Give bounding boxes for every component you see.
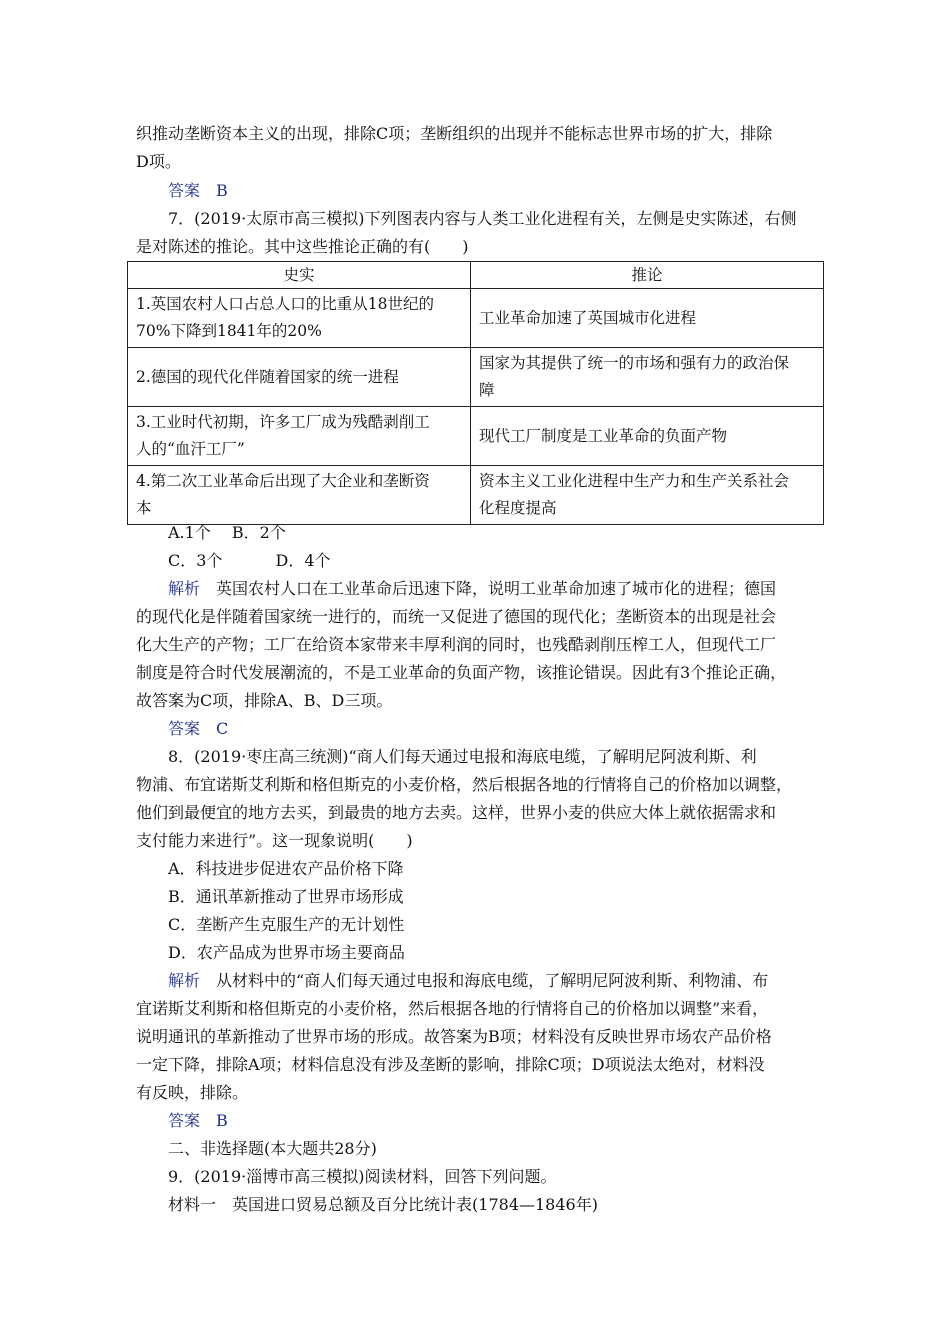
inference-cell	[471, 289, 824, 348]
inference-text: 资本主义工业化进程中生产力和生产关系社会	[479, 472, 790, 490]
q7-analysis-line-1	[168, 578, 856, 600]
q8-analysis-line-2: 宜诺斯艾利斯和格但斯克的小麦价格，然后根据各地的行情将自己的价格加以调整”来看，	[136, 999, 769, 1018]
inference-text: 国家为其提供了统一的市场和强有力的政治保	[479, 354, 790, 372]
answer-label: 答案	[168, 1111, 201, 1130]
answer-value: B	[216, 181, 228, 200]
answer-label: 答案	[168, 181, 201, 200]
q8-stem-line-3: 他们到最便宜的地方去买，到最贵的地方去卖。这样，世界小麦的供应大体上就依据需求和	[136, 803, 777, 822]
q8-answer	[168, 1110, 856, 1132]
q7-analysis-line-5: 故答案为C项，排除A、B、D三项。	[136, 691, 393, 710]
answer-value: B	[216, 1111, 228, 1130]
intro-line-1: 织推动垄断资本主义的出现，排除C项；垄断组织的出现并不能标志世界市场的扩大，排除	[136, 124, 773, 143]
q8-stem-line-4: 支付能力来进行”。这一现象说明( )	[136, 831, 413, 850]
fact-cell	[128, 289, 471, 348]
table-header-row	[128, 262, 824, 289]
inference-text: 现代工厂制度是工业革命的负面产物	[479, 426, 728, 445]
q7-options-line-2: C．3个 D．4个	[168, 551, 331, 570]
analysis-text: 英国农村人口在工业革命后迅速下降，说明工业革命加速了城市化的进程；德国	[216, 579, 777, 598]
analysis-text: 从材料中的“商人们每天通过电报和海底电缆，了解明尼阿波利斯、利物浦、布	[216, 971, 769, 990]
q7-answer	[168, 718, 856, 740]
fact-text: 人的“血汗工厂”	[136, 440, 245, 458]
table-row	[128, 289, 824, 348]
inference-cell	[471, 348, 824, 407]
q9-stem: 9．(2019·淄博市高三模拟)阅读材料，回答下列问题。	[168, 1167, 557, 1186]
q8-analysis-line-5: 有反映，排除。	[136, 1083, 249, 1102]
q8-stem-line-2: 物浦、布宜诺斯艾利斯和格但斯克的小麦价格，然后根据各地的行情将自己的价格加以调整，	[136, 775, 793, 794]
material-title: 英国进口贸易总额及百分比统计表(1784—1846年)	[232, 1195, 598, 1214]
q8-option-b: B．通讯革新推动了世界市场形成	[168, 887, 404, 906]
inference-text: 化程度提高	[479, 499, 557, 517]
q8-stem-line-1: 8．(2019·枣庄高三统测)“商人们每天通过电报和海底电缆，了解明尼阿波利斯、利	[168, 747, 757, 766]
q7-analysis-line-4: 制度是符合时代发展潮流的，不是工业革命的负面产物，该推论错误。因此有3个推论正确，	[136, 663, 787, 682]
fact-text: 4.第二次工业革命后出现了大企业和垄断资	[136, 472, 430, 490]
q9-material-title	[168, 1194, 856, 1216]
fact-text: 本	[136, 499, 152, 517]
facts-inference-table	[127, 261, 824, 525]
inference-cell	[471, 466, 824, 525]
answer-value: C	[216, 719, 229, 738]
fact-cell	[128, 348, 471, 407]
q7-options-line-1: A.1个 B．2个	[168, 523, 286, 542]
q7-stem-line-1: 7．(2019·太原市高三模拟)下列图表内容与人类工业化进程有关，左侧是史实陈述，右侧	[168, 209, 797, 228]
table-row	[128, 348, 824, 407]
q8-option-c: C．垄断产生克服生产的无计划性	[168, 915, 405, 934]
intro-line-2: D项。	[136, 152, 181, 171]
table-header-inference: 推论	[471, 262, 824, 289]
q7-analysis-line-3: 化大生产的产物；工厂在给资本家带来丰厚利润的同时，也残酷剥削压榨工人，但现代工厂	[136, 635, 777, 654]
analysis-label: 解析	[168, 971, 201, 990]
analysis-label: 解析	[168, 579, 201, 598]
fact-cell	[128, 407, 471, 466]
fact-cell	[128, 466, 471, 525]
fact-text: 3.工业时代初期，许多工厂成为残酷剥削工	[136, 413, 430, 431]
q8-analysis-line-1	[168, 970, 856, 992]
q8-option-d: D．农产品成为世界市场主要商品	[168, 943, 405, 962]
material-label: 材料一	[168, 1195, 217, 1214]
q8-analysis-line-4: 一定下降，排除A项；材料信息没有涉及垄断的影响，排除C项；D项说法太绝对，材料没	[136, 1055, 765, 1074]
q6-answer	[168, 180, 856, 202]
inference-text: 障	[479, 381, 495, 399]
fact-text: 2.德国的现代化伴随着国家的统一进程	[136, 367, 399, 386]
table-row	[128, 407, 824, 466]
table-header-facts: 史实	[128, 262, 471, 289]
inference-cell	[471, 407, 824, 466]
inference-text: 工业革命加速了英国城市化进程	[479, 308, 697, 327]
table-row	[128, 466, 824, 525]
section-heading: 二、非选择题(本大题共28分)	[168, 1139, 377, 1158]
answer-label: 答案	[168, 719, 201, 738]
fact-text: 1.英国农村人口占总人口的比重从18世纪的	[136, 295, 435, 313]
q8-analysis-line-3: 说明通讯的革新推动了世界市场的形成。故答案为B项；材料没有反映世界市场农产品价格	[136, 1027, 772, 1046]
fact-text: 70%下降到1841年的20%	[136, 322, 322, 340]
q8-option-a: A．科技进步促进农产品价格下降	[168, 859, 404, 878]
q7-stem-line-2: 是对陈述的推论。其中这些推论正确的有( )	[136, 237, 469, 256]
q7-analysis-line-2: 的现代化是伴随着国家统一进行的，而统一又促进了德国的现代化；垄断资本的出现是社会	[136, 607, 777, 626]
